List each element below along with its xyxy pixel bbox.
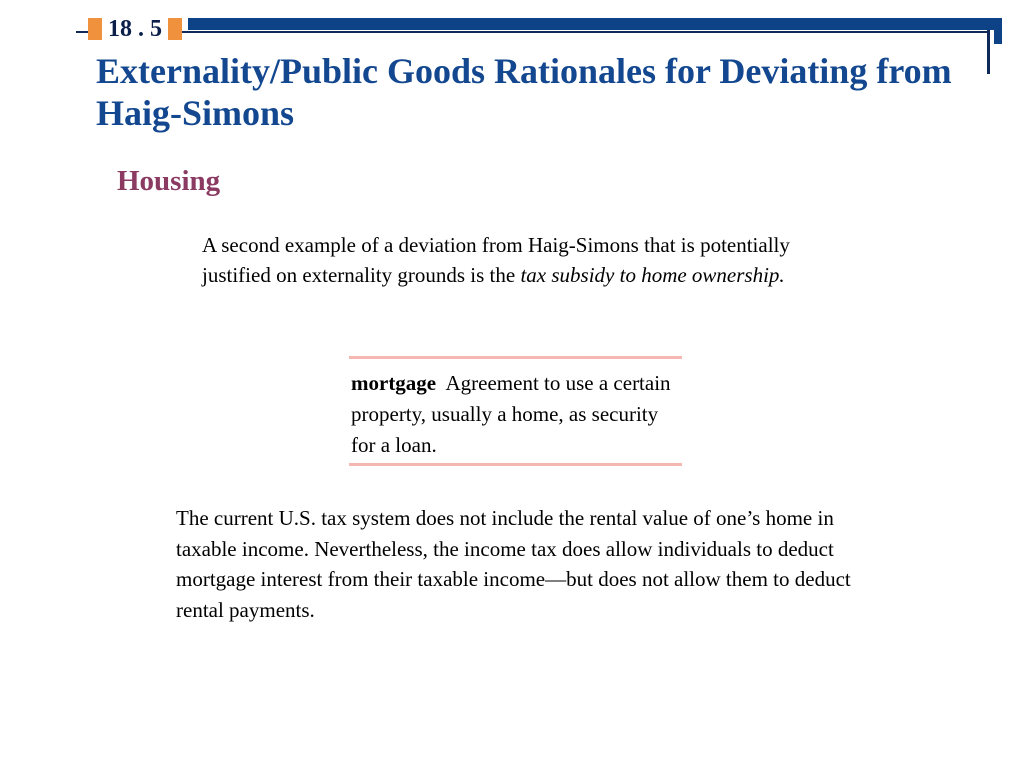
definition-text: Agreement to use a certain property, usually a home, as security for a loan. bbox=[351, 371, 671, 457]
slide-number-badge bbox=[88, 18, 182, 40]
definition-box bbox=[349, 356, 682, 466]
definition-term: mortgage bbox=[351, 371, 437, 395]
intro-paragraph bbox=[202, 230, 842, 290]
slide-title: Externality/Public Goods Rationales for Deviating from Haig-Simons bbox=[96, 51, 952, 133]
header-rule bbox=[76, 31, 988, 33]
header-right-rule bbox=[987, 30, 990, 74]
body-paragraph: The current U.S. tax system does not include the rental value of one’s home in taxable income. Nevertheless, the income tax does allow individuals to deduct mortgage interest from their taxable income—but does not allow them to deduct rental payments. bbox=[176, 506, 851, 622]
section-heading: Housing bbox=[117, 165, 221, 197]
definition bbox=[349, 359, 682, 461]
header-right-bar bbox=[994, 18, 1002, 44]
intro-paragraph-text: A second example of a deviation from Haig-Simons that is potentially justified on externality grounds is the bbox=[202, 233, 790, 287]
slide-number: 18 . 5 bbox=[102, 18, 168, 40]
intro-paragraph-emphasis: tax subsidy to home ownership. bbox=[520, 263, 785, 287]
header-bar bbox=[188, 18, 1002, 30]
